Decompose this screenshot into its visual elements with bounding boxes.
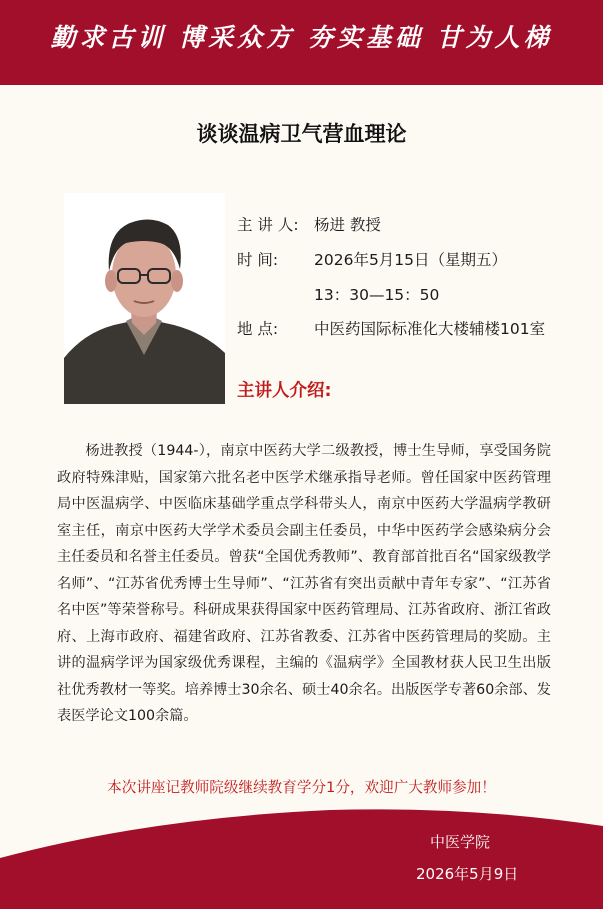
location-line — [237, 317, 545, 339]
banner-slogan: 勤求古训 博采众方 夯实基础 甘为人梯 — [50, 23, 553, 52]
speaker-portrait-icon — [64, 193, 225, 404]
speaker-photo — [64, 193, 225, 404]
location-label: 地 点: — [237, 320, 279, 338]
speaker-label: 主 讲 人: — [237, 216, 299, 234]
footer-wave — [0, 800, 603, 909]
intro-heading: 主讲人介绍: — [237, 381, 332, 401]
header-banner — [0, 0, 603, 85]
time-line — [237, 248, 507, 270]
speaker-bio: 杨进教授（1944-），南京中医药大学二级教授，博士生导师，享受国务院政府特殊津贴，国家第六批名老中医学术继承指导老师。曾任国家中医药管理局中医温病学、中医临床基础学重点学科带头人，南京中医药大学温病学教研室主任，南京中医药大学学术委员会副主任委员，中华中医药学会感染病分会主任委员和名誉主任委员。曾获“全国优秀教师”、教育部首批百名“国家级教学名师”、“江苏省优秀博士生导师”、“江苏省有突出贡献中青年专家”、“江苏省名中医”等荣誉称号。科研成果获得国家中医药管理局、江苏省政府、浙江省政府、上海市政府、福建省政府、江苏省教委、江苏省中医药管理局的奖励。主讲的温病学评为国家级优秀课程，主编的《温病学》全国教材获人民卫生出版社优秀教材一等奖。培养博士30余名、硕士40余名。出版医学专著60余部、发表医学论文100余篇。 — [57, 443, 551, 724]
organizer: 中医学院 — [430, 833, 491, 851]
page-title: 谈谈温病卫气营血理论 — [196, 122, 407, 146]
time-label: 时 间: — [237, 251, 279, 269]
issue-date: 2026年5月9日 — [416, 865, 519, 883]
speaker-line — [237, 213, 381, 235]
time-range: 13：30—15：50 — [314, 286, 440, 304]
credit-note: 本次讲座记教师院级继续教育学分1分，欢迎广大教师参加！ — [107, 779, 496, 796]
speaker-value: 杨进 教授 — [314, 216, 381, 234]
location-value: 中医药国际标准化大楼辅楼101室 — [314, 320, 546, 338]
time-value: 2026年5月15日（星期五） — [314, 251, 508, 269]
